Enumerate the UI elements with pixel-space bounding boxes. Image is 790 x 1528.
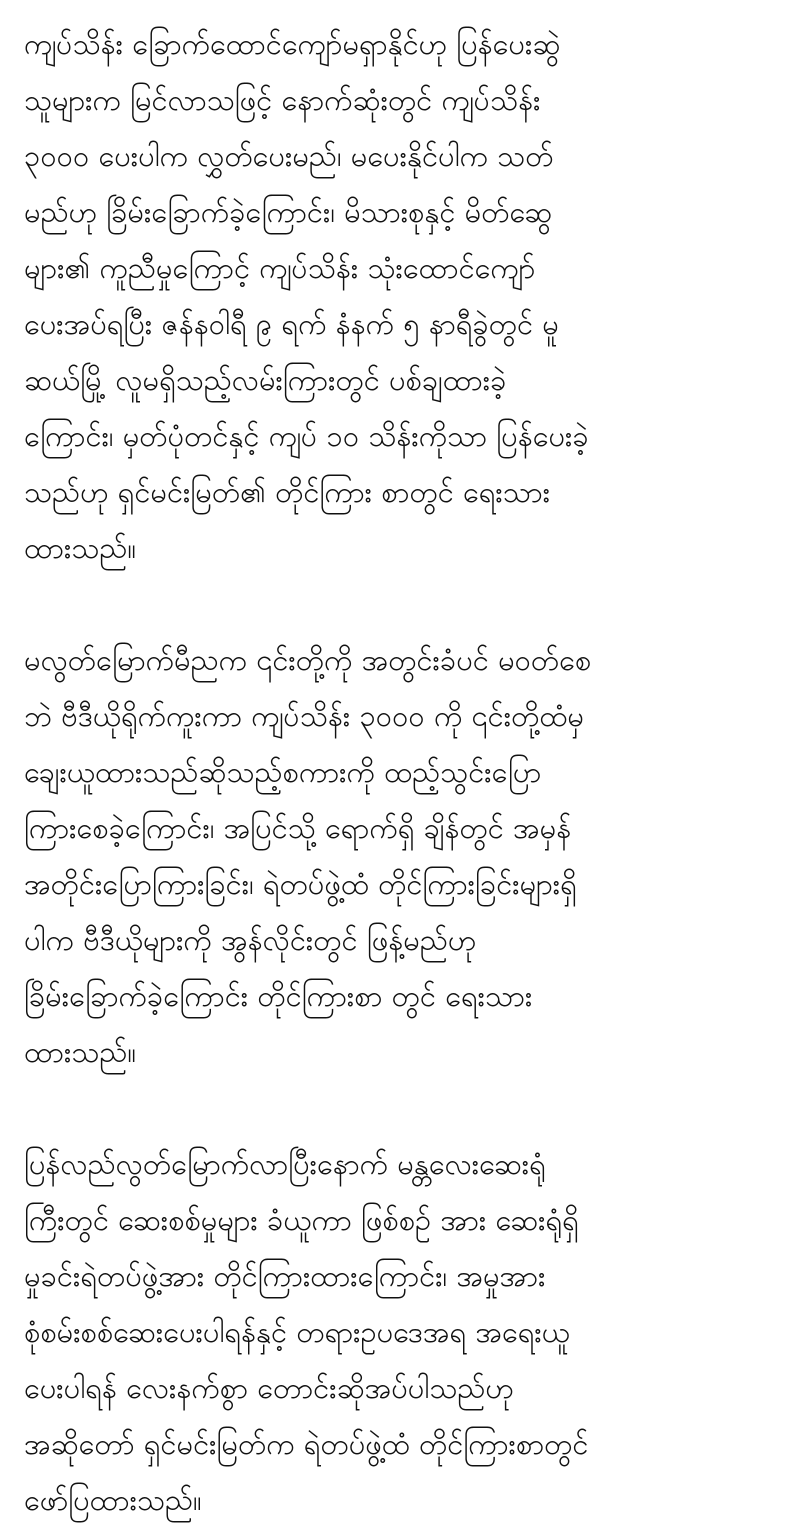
text-line: သူများက မြင်လာသဖြင့် နောက်ဆုံးတွင် ကျပ်သိန်း [24,83,541,117]
text-line: ခြိမ်းခြောက်ခဲ့ကြောင်း တိုင်ကြားစာ တွင် ရေးသား [24,979,533,1013]
text-line: ပေးအပ်ရပြီး ဇန်နဝါရီ ၉ ရက် နံနက် ၅ နာရီခွဲတွင် မူ [24,307,559,341]
text-line: ဖော်ပြထားသည်။ [24,1483,202,1517]
text-line: ကြောင်း၊ မှတ်ပုံတင်နှင့် ကျပ် ၁၀ သိန်းကိုသာ ပြန်ပေးခဲ့ [24,419,589,453]
text-line: များ၏ ကူညီမှုကြောင့် ကျပ်သိန်း သုံးထောင်ကျော် [24,251,536,285]
text-line: ဆယ်မြို့ လူမရှိသည့်လမ်းကြားတွင် ပစ်ချထားခဲ့ [24,363,507,397]
text-line: ကျပ်သိန်း ခြောက်ထောင်ကျော်မရှာနိုင်ဟု ပြန်ပေးဆွဲ [24,27,561,61]
text-line: ပေးပါရန် လေးနက်စွာ တောင်းဆိုအပ်ပါသည်ဟု [24,1371,514,1405]
text-line: အဆိုတော် ရှင်မင်းမြတ်က ရဲတပ်ဖွဲ့ထံ တိုင်ကြားစာတွင် [24,1427,589,1461]
text-line: အတိုင်းပြောကြားခြင်း၊ ရဲတပ်ဖွဲ့ထံ တိုင်ကြားခြင်းများရှိ [24,867,577,901]
text-line: ချေးယူထားသည်ဆိုသည့်စကားကို ထည့်သွင်းပြော [24,755,542,789]
paragraph-spacer [24,576,774,632]
text-line: ဘဲ ဗီဒီယိုရိုက်ကူးကာ ကျပ်သိန်း ၃၀၀၀ ကို ၎င်းတို့ထံမှ [24,699,584,733]
paragraph-kidnap-ransom [24,16,774,576]
paragraph-police-complaint [24,1136,774,1528]
text-line: ထားသည်။ [24,531,137,565]
paragraph-spacer [24,1080,774,1136]
text-line: သည်ဟု ရှင်မင်းမြတ်၏ တိုင်ကြား စာတွင် ရေးသား [24,475,551,509]
text-line: ၃၀၀၀ ပေးပါက လွှတ်ပေးမည်၊ မပေးနိုင်ပါက သတ် [24,139,554,173]
article-body [24,0,774,1528]
paragraph-video-threat [24,632,774,1080]
text-line: မလွတ်မြောက်မီညက ၎င်းတို့ကို အတွင်းခံပင် မဝတ်စေ [24,643,592,677]
text-line: ကြီးတွင် ဆေးစစ်မှုများ ခံယူကာ ဖြစ်စဉ် အား ဆေးရုံရှိ [24,1203,579,1237]
text-line: မှုခင်းရဲတပ်ဖွဲ့အား တိုင်ကြားထားကြောင်း၊ အမှုအား [24,1259,546,1293]
text-line: ပါက ဗီဒီယိုများကို အွန်လိုင်းတွင် ဖြန့်မည်ဟု [24,923,477,957]
text-line: စုံစမ်းစစ်ဆေးပေးပါရန်နှင့် တရားဥပဒေအရ အရေးယူ [24,1315,570,1349]
text-line: ပြန်လည်လွတ်မြောက်လာပြီးနောက် မန္တလေးဆေးရုံ [24,1147,546,1181]
text-line: ထားသည်။ [24,1035,137,1069]
text-line: မည်ဟု ခြိမ်းခြောက်ခဲ့ကြောင်း၊ မိသားစုနှင့် မိတ်ဆွေ [24,195,553,229]
text-line: ကြားစေခဲ့ကြောင်း၊ အပြင်သို့ ရောက်ရှိ ချိန်တွင် အမှန် [24,811,572,845]
